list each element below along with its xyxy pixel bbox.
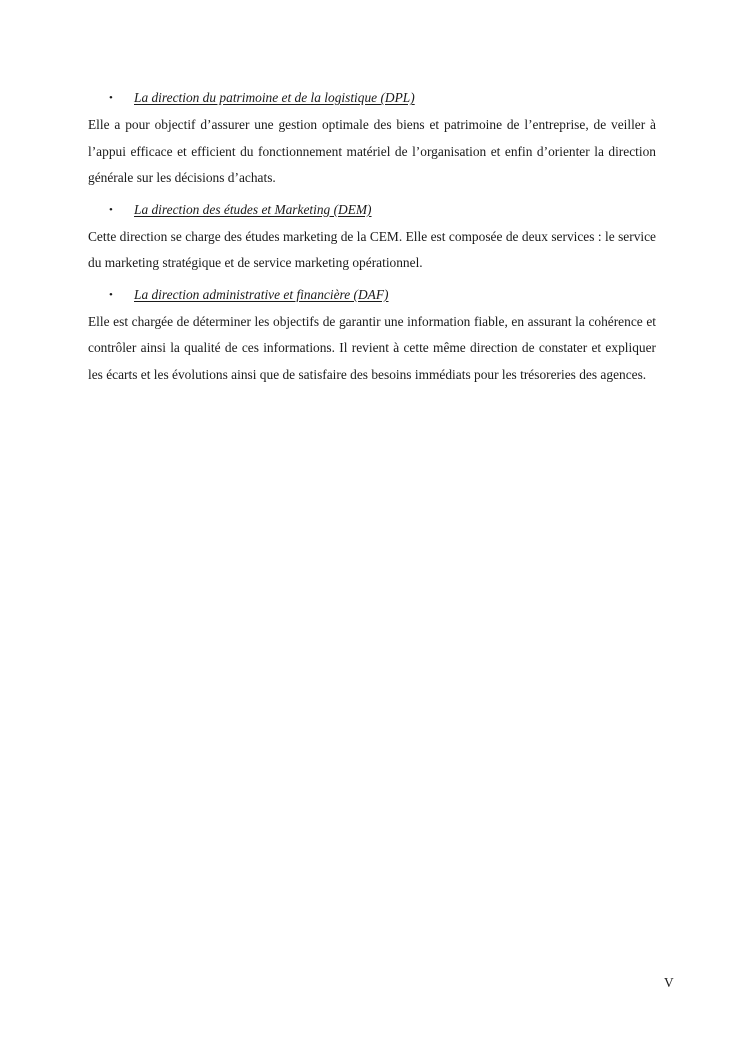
section-paragraph-daf: Elle est chargée de déterminer les objectifs de garantir une information fiable, en assurant la cohérence et contrôler ainsi la qualité de ces informations. Il revient à cette même direction de constater et expliquer les écarts et les évolutions ainsi que de satisfaire des besoins immédiats pour les trésoreries des agences.	[88, 313, 656, 382]
page-number: V	[664, 975, 674, 990]
page-content	[88, 86, 656, 388]
section-heading-dem	[88, 198, 656, 222]
section-heading-text: La direction du patrimoine et de la logistique (DPL)	[134, 90, 415, 105]
section-heading-text: La direction des études et Marketing (DEM)	[134, 201, 372, 217]
bullet-marker: •	[109, 288, 113, 301]
section-heading-text: La direction administrative et financière (DAF)	[134, 286, 389, 302]
section-paragraph-dem: Cette direction se charge des études marketing de la CEM. Elle est composée de deux services : le service du marketing stratégique et de service marketing opérationnel.	[88, 228, 656, 270]
section-paragraph-dpl: Elle a pour objectif d’assurer une gestion optimale des biens et patrimoine de l’entreprise, de veiller à l’appui efficace et efficient du fonctionnement matériel de l’organisation et enfin d’orienter la direction générale sur les décisions d’achats.	[88, 117, 656, 185]
bullet-marker: •	[109, 92, 113, 104]
bullet-marker: •	[109, 203, 113, 216]
section-heading-dpl	[88, 86, 656, 110]
section-heading-daf	[88, 283, 656, 307]
